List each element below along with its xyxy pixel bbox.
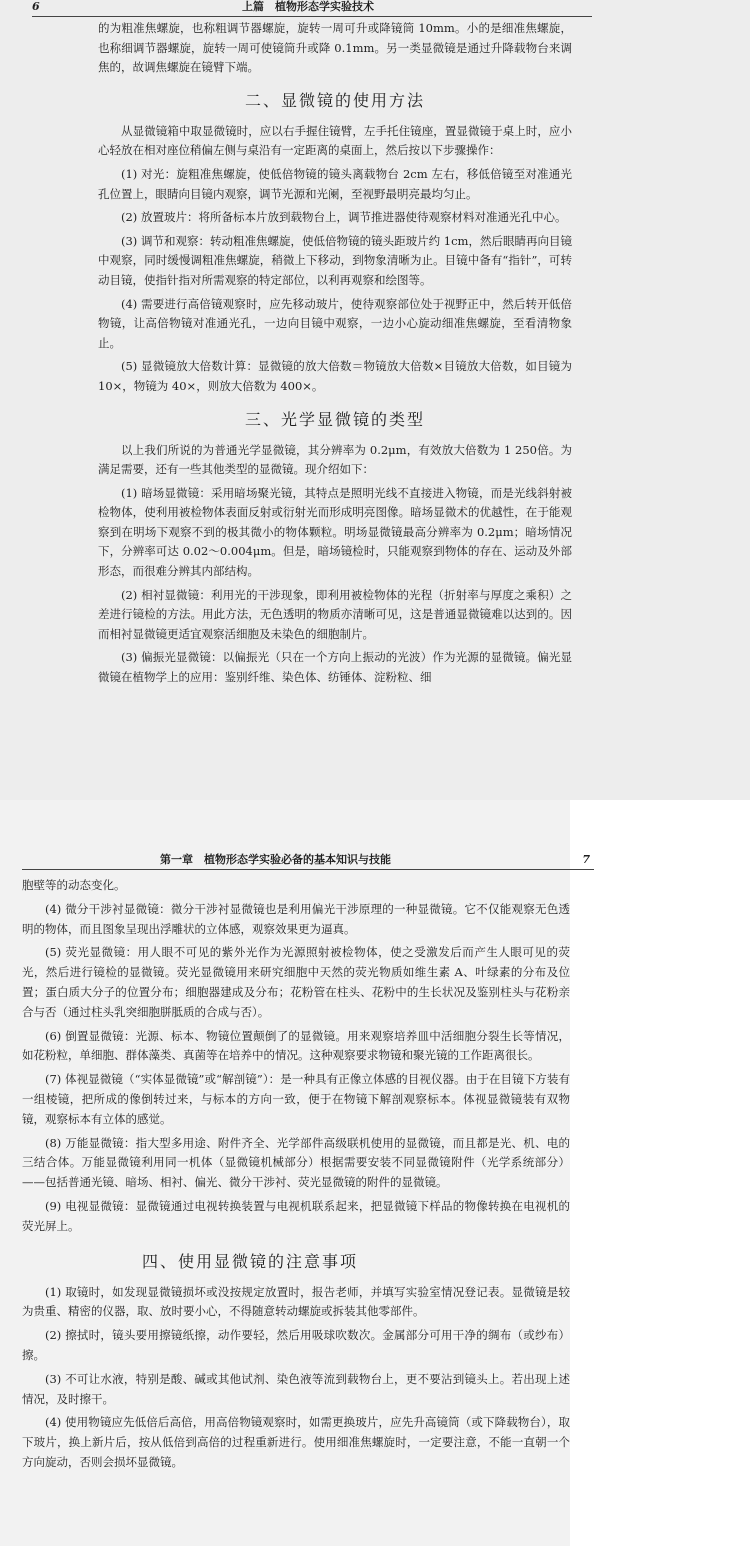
- scan-margin: [570, 800, 750, 1546]
- list-item: (4) 需要进行高倍镜观察时，应先移动玻片，使待观察部位处于视野正中，然后转开低倍物镜，让高倍物镜对准通光孔，一边向目镜中观察，一边小心旋动细准焦螺旋，至看清物象止。: [98, 296, 572, 350]
- page-6-content: [98, 19, 572, 688]
- list-item: (2) 擦拭时，镜头要用擦镜纸擦，动作要轻，然后用吸球吹数次。金属部分可用干净的绸布（或纱布）擦。: [22, 1328, 570, 1362]
- list-item: (5) 荧光显微镜：用人眼不可见的紫外光作为光源照射被检物体，使之受激发后而产生人眼可见的荧光，然后进行镜检的显微镜。荧光显微镜用来研究细胞中天然的荧光物质如维生素 A、叶绿素的分布及位置；蛋白质大分子的位置分布；细胞器建成及分布；花粉管在柱头、花粉中的生长状况及鉴别柱头与花粉亲合与否（通过柱头乳突细胞胼胝质的合成与否）。: [22, 945, 570, 1019]
- list-item: (1) 对光：旋粗准焦螺旋，使低倍物镜的镜头离载物台 2cm 左右，移低倍镜至对准通光孔位置上，眼睛向目镜内观察，调节光源和光阑，至视野最明亮最均匀止。: [98, 166, 572, 201]
- section-heading-2: 二、显微镜的使用方法: [244, 90, 425, 110]
- list-item: (1) 取镜时，如发现显微镜损坏或没按规定放置时，报告老师，并填写实验室情况登记表。显微镜是较为贵重、精密的仪器，取、放时要小心，不得随意转动螺旋或拆装其他零部件。: [22, 1284, 570, 1319]
- paragraph: 胞壁等的动态变化。: [22, 878, 126, 892]
- list-item: (4) 微分干涉衬显微镜：微分干涉衬显微镜也是利用偏光干涉原理的一种显微镜。它不仅能观察无色透明的物体，而且图象呈现出浮雕状的立体感，观察效果更为逼真。: [22, 901, 570, 936]
- list-item: (3) 不可让水液，特别是酸、碱或其他试剂、染色液等流到载物台上，更不要沾到镜头上。若出现上述情况，及时擦干。: [22, 1371, 570, 1406]
- running-title: 第一章 植物形态学实验必备的基本知识与技能: [160, 853, 391, 866]
- list-item: (3) 偏振光显微镜：以偏振光（只在一个方向上振动的光波）作为光源的显微镜。偏光显微镜在植物学上的应用：鉴别纤维、染色体、纺锤体、淀粉粒、细: [98, 650, 572, 685]
- paragraph: 从显微镜箱中取显微镜时，应以右手握住镜臂，左手托住镜座，置显微镜于桌上时，应小心轻放在相对座位稍偏左侧与桌沿有一定距离的桌面上，然后按以下步骤操作：: [98, 123, 572, 158]
- paragraph: 的为粗准焦螺旋，也称粗调节器螺旋，旋转一周可升或降镜筒 10mm。小的是细准焦螺旋，也称细调节器螺旋，旋转一周可使镜筒升或降 0.1mm。另一类显微镜是通过升降载物台来调焦的，故调焦螺旋在镜臂下端。: [98, 21, 572, 75]
- running-head-7: [22, 853, 594, 870]
- page-number: 6: [32, 0, 40, 13]
- list-item: (9) 电视显微镜：显微镜通过电视转换装置与电视机联系起来，把显微镜下样品的物像转换在电视机的荧光屏上。: [22, 1198, 570, 1233]
- page-7: [0, 800, 750, 1546]
- list-item: (2) 放置玻片：将所备标本片放到载物台上，调节推进器使待观察材料对准通光孔中心。: [121, 210, 567, 225]
- list-item: (4) 使用物镜应先低倍后高倍，用高倍物镜观察时，如需更换玻片，应先升高镜筒（或下降载物台），取下玻片，换上新片后，按从低倍到高倍的过程重新进行。使用细准焦螺旋时，一定要注意，不能一直朝一个方向旋动，否则会损坏显微镜。: [22, 1415, 570, 1469]
- page-7-content: [22, 876, 570, 1473]
- list-item: (3) 调节和观察：转动粗准焦螺旋，使低倍物镜的镜头距玻片约 1cm，然后眼睛再向目镜中观察，同时缓慢调粗准焦螺旋，稍微上下移动，到物象清晰为止。目镜中备有“指针”，可转动目镜，使指针指对所需观察的特定部位，以利再观察和绘图等。: [98, 233, 572, 287]
- section-heading-4: 四、使用显微镜的注意事项: [142, 1251, 359, 1271]
- list-item: (6) 倒置显微镜：光源、标本、物镜位置颠倒了的显微镜。用来观察培养皿中活细胞分裂生长等情况，如花粉粒，单细胞、群体藻类、真菌等在培养中的情况。这种观察要求物镜和聚光镜的工作距离很长。: [22, 1028, 570, 1063]
- list-item: (5) 显微镜放大倍数计算：显微镜的放大倍数＝物镜放大倍数×目镜放大倍数，如目镜为 10×，物镜为 40×，则放大倍数为 400×。: [98, 359, 572, 393]
- running-head-6: [32, 0, 592, 17]
- list-item: (7) 体视显微镜（“实体显微镜”或“解剖镜”）：是一种具有正像立体感的目视仪器。由于在目镜下方装有一组棱镜，把所成的像倒转过来，与标本的方向一致，便于在物镜下解剖观察标本。体视显微镜装有双物镜，观察标本有立体的感觉。: [22, 1072, 570, 1126]
- page-number: 7: [582, 853, 590, 866]
- section-heading-3: 三、光学显微镜的类型: [244, 409, 425, 429]
- list-item: (8) 万能显微镜：指大型多用途、附件齐全、光学部件高级联机使用的显微镜，而且都是光、机、电的三结合体。万能显微镜利用同一机体（显微镜机械部分）根据需要安装不同显微镜附件（光学系统部分）——包括普通光镜、暗场、相衬、偏光、微分干涉衬、荧光显微镜的附件的显微镜。: [22, 1135, 570, 1190]
- list-item: (1) 暗场显微镜：采用暗场聚光镜，其特点是照明光线不直接进入物镜，而是光线斜射被检物体，使利用被检物体表面反射或衍射光而形成明亮图像。暗场显微术的优越性，在于能观察到在明场下观察不到的极其微小的物体颗粒。明场显微镜最高分辨率为 0.2μm；暗场情况下，分辨率可达 0.02～0.004μm。但是，暗场镜检时，只能观察到物体的存在、运动及外部形态，而很难分辨其内部结构。: [98, 485, 572, 579]
- paragraph: 以上我们所说的为普通光学显微镜，其分辨率为 0.2μm，有效放大倍数为 1 250倍。为满足需要，还有一些其他类型的显微镜。现介绍如下：: [98, 442, 572, 477]
- running-title: 上篇 植物形态学实验技术: [242, 0, 374, 13]
- list-item: (2) 相衬显微镜：利用光的干涉现象，即利用被检物体的光程（折射率与厚度之乘积）之差进行镜检的方法。用此方法，无色透明的物质亦清晰可见，这是普通显微镜难以达到的。因而相衬显微镜更适宜观察活细胞及未染色的细胞制片。: [98, 587, 572, 641]
